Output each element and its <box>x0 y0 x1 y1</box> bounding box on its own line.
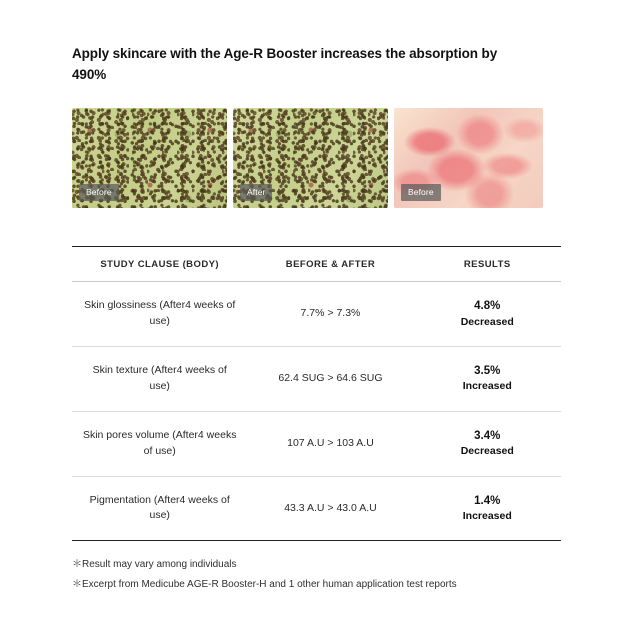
footnote-2: ＊Excerpt from Medicube AGE-R Booster-H and 1 other human application test reports <box>72 578 457 590</box>
result-direction: Decreased <box>460 315 514 328</box>
cell-before-after: 7.7% > 7.3% <box>247 281 413 346</box>
result-direction: Decreased <box>460 445 514 458</box>
footnote-1: ＊Result may vary among individuals <box>72 559 237 571</box>
result-value: 1.4% <box>474 494 501 507</box>
result-value: 3.5% <box>474 364 501 377</box>
study-results-table-wrapper <box>72 246 561 542</box>
footnotes <box>72 555 561 594</box>
table-header-row <box>72 246 561 281</box>
image-label-after: After <box>240 184 272 201</box>
cell-before-after: 107 A.U > 103 A.U <box>247 411 413 476</box>
cell-results <box>414 411 561 476</box>
result-value: 3.4% <box>474 429 501 442</box>
image-label-before-1: Before <box>79 184 119 201</box>
cell-study-clause: Skin texture (After4 weeks of use) <box>72 346 247 411</box>
table-body <box>72 281 561 541</box>
cell-study-clause: Skin glossiness (After4 weeks of use) <box>72 281 247 346</box>
result-direction: Increased <box>462 510 512 523</box>
image-after-green <box>233 108 388 208</box>
table-row <box>72 346 561 411</box>
column-header-before-after: BEFORE & AFTER <box>285 258 376 270</box>
study-results-table <box>72 246 561 542</box>
table-row <box>72 411 561 476</box>
column-header-results: RESULTS <box>463 258 511 270</box>
image-label-before-2: Before <box>401 184 441 201</box>
cell-results <box>414 346 561 411</box>
table-header <box>72 246 561 281</box>
image-before-green-1 <box>72 108 227 208</box>
cell-study-clause: Pigmentation (After4 weeks of use) <box>72 476 247 541</box>
table-row <box>72 476 561 541</box>
cell-before-after: 62.4 SUG > 64.6 SUG <box>247 346 413 411</box>
cell-before-after: 43.3 A.U > 43.0 A.U <box>247 476 413 541</box>
image-strip <box>72 108 561 208</box>
result-value: 4.8% <box>474 299 501 312</box>
cell-results <box>414 476 561 541</box>
table-row <box>72 281 561 346</box>
image-before-pink <box>394 108 543 208</box>
cell-results <box>414 281 561 346</box>
result-direction: Increased <box>462 380 512 393</box>
cell-study-clause: Skin pores volume (After4 weeks of use) <box>72 411 247 476</box>
column-header-study-clause: STUDY CLAUSE (BODY) <box>100 258 220 270</box>
page-title: Apply skincare with the Age-R Booster increases the absorption by 490% <box>72 46 498 82</box>
